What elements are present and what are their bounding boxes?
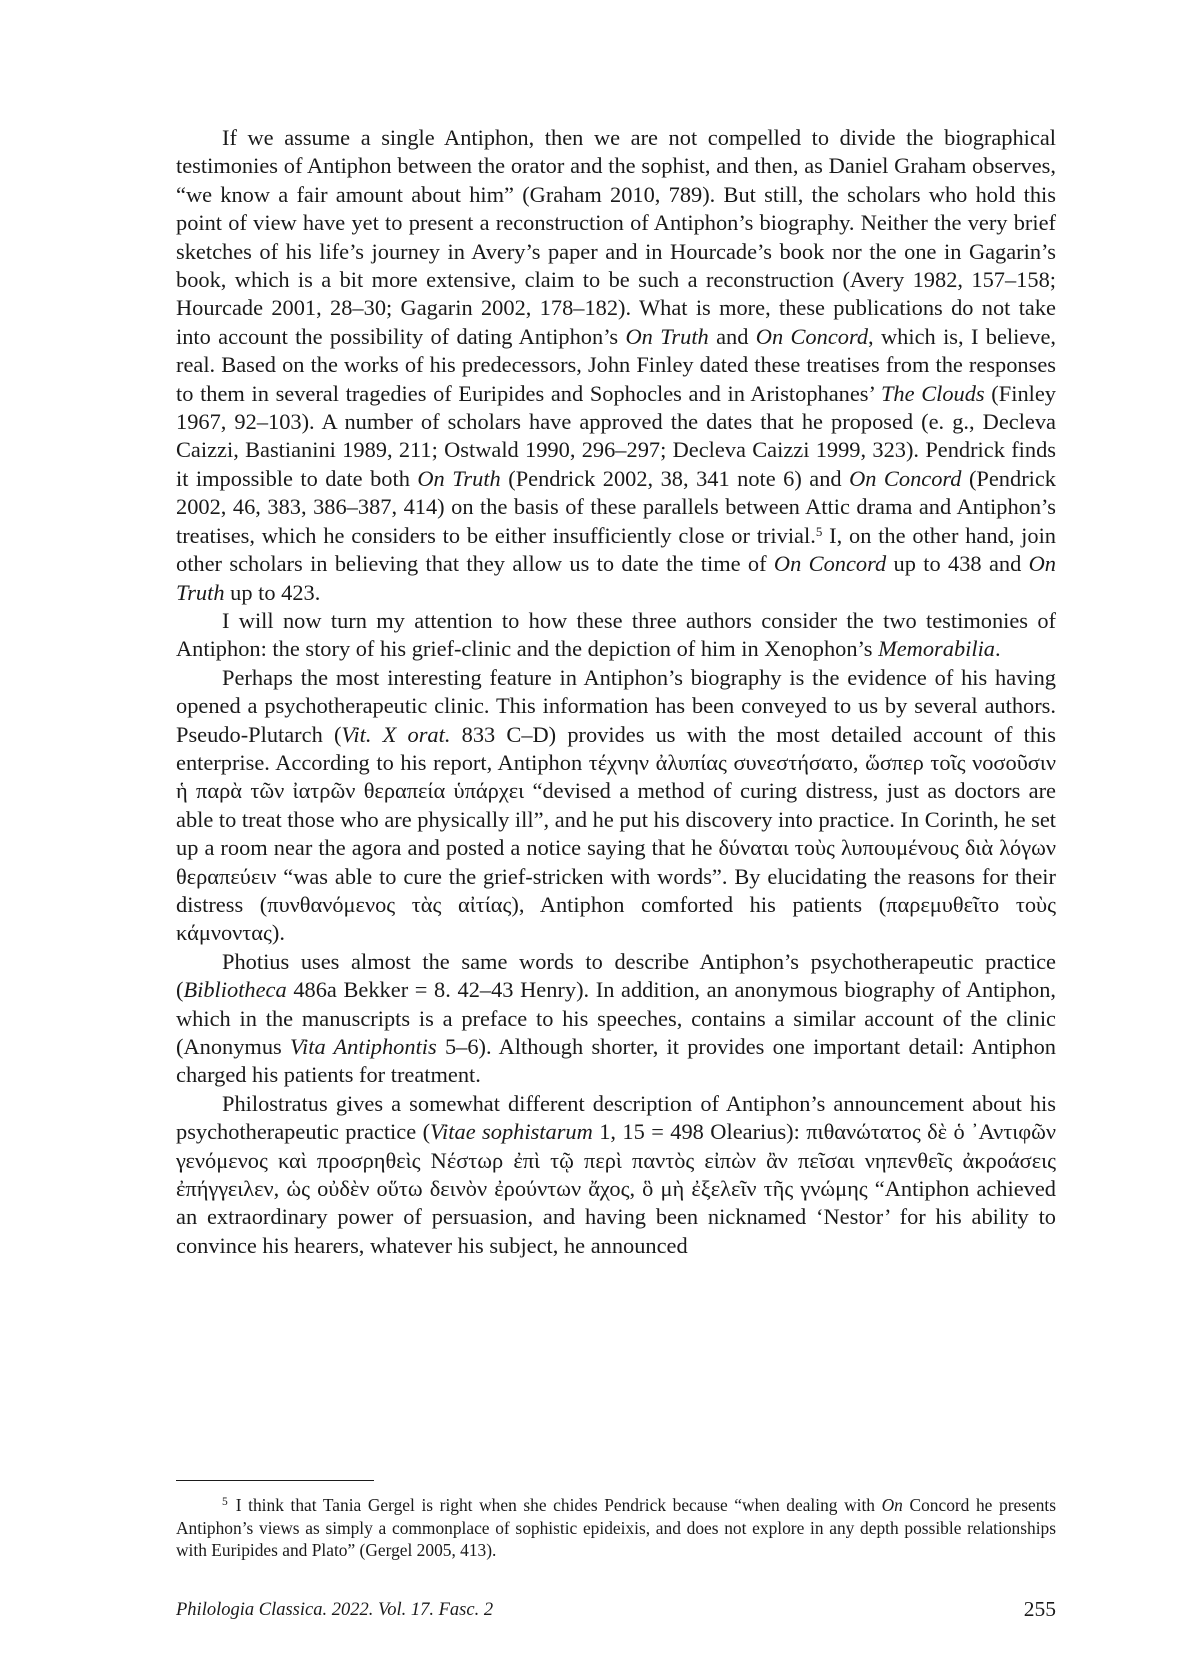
p1-italic-7: On Truth <box>417 465 501 491</box>
paragraph-5 <box>176 1090 1056 1260</box>
footnote-text <box>176 1495 1056 1560</box>
footnote-5 <box>176 1494 1056 1562</box>
p5-text-0: Philostratus gives a somewhat different description of Antiphon’s announcement about his psychotherapeutic practice ( <box>176 1090 1056 1145</box>
p1-footnote-ref: 5 <box>815 523 823 539</box>
p5-text-2: 1, 15 = 498 Olearius): πιθανώτατος δὲ ὁ ᾿Αντιφῶν γενόμενος καὶ προσρηθεὶς Νέστωρ ἐπὶ τῷ περὶ παντὸς εἰπὼν ἂν πεῖσαι νηπενθεῖς ἀκροάσεις ἐπήγγειλεν, ὡς οὐδὲν οὕτω δεινὸν ἐρούντων ἄχος, ὃ μὴ ἐξελεῖν τῆς γνώμης “Antiphon achieved an extraordinary power of persuasion, and having been nicknamed ‘Nestor’ for his ability to convince his hearers, whatever his subject, he announced <box>176 1119 1056 1258</box>
p1-italic-3: On Concord <box>755 323 869 349</box>
p1-italic-1: On Truth <box>625 323 709 349</box>
paragraph-3 <box>176 664 1056 948</box>
footnote-italic-1: On <box>881 1495 903 1515</box>
p2-text-0: I will now turn my attention to how these three authors consider the two testimonies of Antiphon: the story of his grief-clinic and the depiction of him in Xenophon’s <box>176 607 1056 662</box>
footnote-number: 5 <box>222 1496 228 1508</box>
p1-text-4: , which is, I believe, real. Based on the works of his predecessors, John Finley dated these treatises from the responses to them in several tragedies of Euripides and Sophocles and in Aristophanes’ <box>176 323 1056 406</box>
p2-text-2: . <box>995 636 1001 662</box>
p3-text-0: Perhaps the most interesting feature in Antiphon’s biography is the evidence of his having opened a psychotherapeutic clinic. This information has been conveyed to us by several authors. Pseudo-Plutarch ( <box>176 664 1056 747</box>
p1-text-10: (Pendrick 2002, 46, 383, 386–387, 414) on the basis of these parallels between Attic drama and Antiphon’s treatises, which he considers to be either insufficiently close or trivial. <box>176 465 1057 548</box>
p4-text-4: 5–6). Although shorter, it provides one important detail: Antiphon charged his patients for treatment. <box>176 1034 1056 1088</box>
p1-italic-9: On Concord <box>849 465 962 491</box>
p1-text-14: up to 438 and <box>886 551 1029 577</box>
p1-italic-15: On Truth <box>176 551 1057 605</box>
p1-text-0: If we assume a single Antiphon, then we are not compelled to divide the biographical testimonies of Antiphon between the orator and the sophist, and then, as Daniel Graham observes, “we know a fair amount about him” (Graham 2010, 789). But still, the scholars who hold this point of view have yet to present a reconstruction of Antiphon’s biography. Neither the very brief sketches of his life’s journey in Avery’s paper and in Hourcade’s book nor the one in Gagarin’s book, which is a bit more extensive, claim to be such a reconstruction (Avery 1982, 157–158; Hourcade 2001, 28–30; Gagarin 2002, 178–182). What is more, these publications do not take into account the possibility of dating Antiphon’s <box>176 125 1056 349</box>
paragraph-1 <box>176 124 1056 607</box>
paragraph-4 <box>176 948 1056 1090</box>
p1-italic-5: The Clouds <box>880 380 985 406</box>
page-number: 255 <box>1023 1597 1056 1621</box>
p5-italic-1: Vitae sophistarum <box>430 1119 593 1145</box>
p1-text-6: (Finley 1967, 92–103). A number of scholars have approved the dates that he proposed (e. g., Decleva Caizzi, Bastianini 1989, 211; Ostwald 1990, 296–297; Decleva Caizzi 1999, 323). Pendrick finds it impossible to date both <box>176 380 1056 491</box>
p4-text-2: 486a Bekker = 8. 42–43 Henry). In addition, an anonymous biography of Antiphon, which in the manuscripts is a preface to his speeches, contains a similar account of the clinic (Anonymus <box>176 977 1056 1059</box>
footnote-text-2: Concord he presents Antiphon’s views as simply a commonplace of sophistic epideixis, and does not explore in any depth possible relationships with Euripides and Plato” (Gergel 2005, 413). <box>176 1495 1056 1561</box>
p2-italic-1: Memorabilia <box>878 636 995 662</box>
p1-text-2: and <box>708 323 756 349</box>
p4-text-0: Photius uses almost the same words to describe Antiphon’s psychotherapeutic practice ( <box>176 948 1056 1003</box>
journal-citation: Philologia Classica. 2022. Vol. 17. Fasc. 2 <box>176 1600 494 1620</box>
p1-text-8: (Pendrick 2002, 38, 341 note 6) and <box>500 465 850 491</box>
p1-italic-13: On Concord <box>773 551 887 577</box>
footnote-rule <box>176 1480 374 1481</box>
page-footer <box>176 1597 1056 1630</box>
p1-text-12: I, on the other hand, join other scholars in believing that they allow us to date the time of <box>176 522 1056 577</box>
footnote-text-0: I think that Tania Gergel is right when she chides Pendrick because “when dealing with <box>235 1495 882 1515</box>
p4-italic-1: Bibliotheca <box>183 977 287 1003</box>
p4-italic-3: Vita Antiphontis <box>289 1034 437 1059</box>
body-text <box>176 124 1056 1260</box>
p3-italic-1: Vit. X orat. <box>341 721 451 747</box>
p1-text-16: up to 423. <box>224 579 321 605</box>
paragraph-2 <box>176 607 1056 664</box>
p3-text-2: 833 C–D) provides us with the most detailed account of this enterprise. According to his report, Antiphon τέχνην ἀλυπίας συνεστήσατο, ὥσπερ τοῖς νοσοῦσιν ἡ παρὰ τῶν ἰατρῶν θεραπεία ὑπάρχει “devised a method of curing distress, just as doctors are able to treat those who are physically ill”, and he put his discovery into practice. In Corinth, he set up a room near the agora and posted a notice saying that he δύναται τοὺς λυπουμένους διὰ λόγων θεραπεύειν “was able to cure the grief-stricken with words”. By elucidating the reasons for their distress (πυνθανόμενος τὰς αἰτίας), Antiphon comforted his patients (παρεμυθεῖτο τοὺς κάμνοντας). <box>176 721 1056 946</box>
